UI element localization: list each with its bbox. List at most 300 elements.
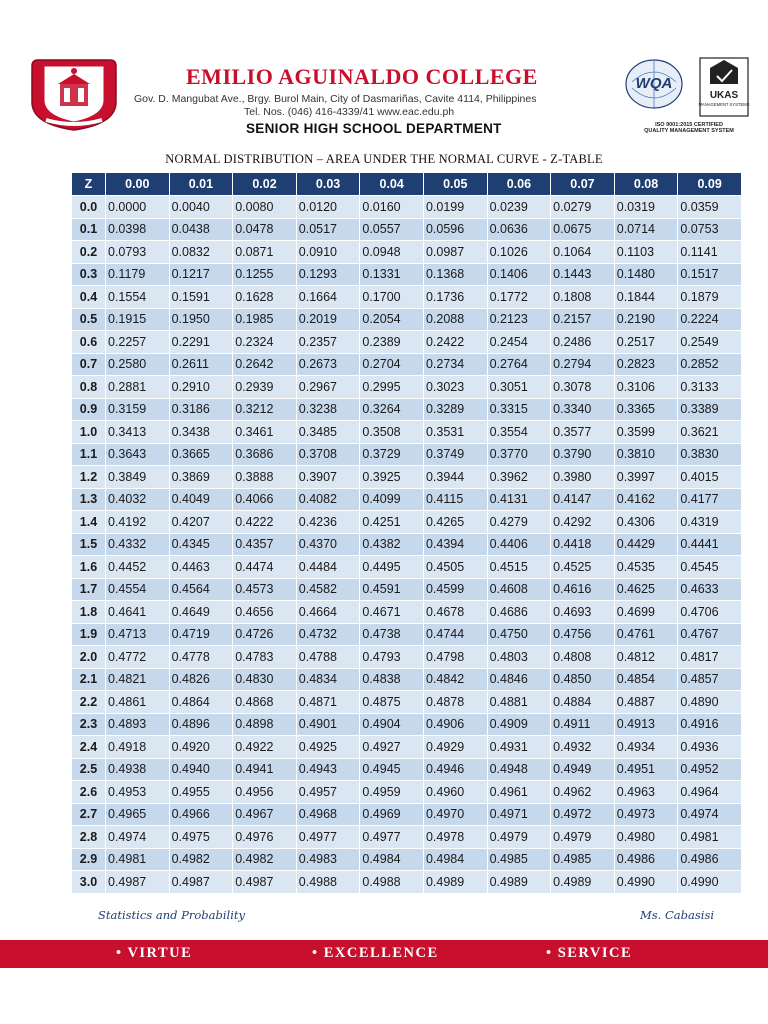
area-value-cell: 0.1443 xyxy=(551,263,615,286)
area-value-cell: 0.4599 xyxy=(423,578,487,601)
area-value-cell: 0.2291 xyxy=(169,331,233,354)
area-value-cell: 0.2704 xyxy=(360,353,424,376)
area-value-cell: 0.4945 xyxy=(360,758,424,781)
area-value-cell: 0.2967 xyxy=(296,376,360,399)
area-value-cell: 0.4990 xyxy=(614,871,678,894)
area-value-cell: 0.4686 xyxy=(487,601,551,624)
area-value-cell: 0.0910 xyxy=(296,241,360,264)
area-value-cell: 0.0557 xyxy=(360,218,424,241)
area-value-cell: 0.4906 xyxy=(423,713,487,736)
ukas-badge-text: UKAS xyxy=(709,90,739,101)
area-value-cell: 0.4821 xyxy=(106,668,170,691)
area-value-cell: 0.3686 xyxy=(233,443,297,466)
z-value-cell: 0.9 xyxy=(72,398,106,421)
area-value-cell: 0.4968 xyxy=(296,803,360,826)
z-decimal-column-header: 0.02 xyxy=(233,173,297,196)
area-value-cell: 0.1368 xyxy=(423,263,487,286)
area-value-cell: 0.4909 xyxy=(487,713,551,736)
area-value-cell: 0.2852 xyxy=(678,353,742,376)
area-value-cell: 0.4985 xyxy=(551,848,615,871)
z-decimal-column-header: 0.07 xyxy=(551,173,615,196)
ukas-badge-subtext: MANAGEMENT SYSTEMS xyxy=(698,102,750,107)
area-value-cell: 0.4738 xyxy=(360,623,424,646)
area-value-cell: 0.3554 xyxy=(487,421,551,444)
area-value-cell: 0.4732 xyxy=(296,623,360,646)
area-value-cell: 0.2019 xyxy=(296,308,360,331)
area-value-cell: 0.4974 xyxy=(106,826,170,849)
table-row xyxy=(72,218,742,241)
area-value-cell: 0.4826 xyxy=(169,668,233,691)
area-value-cell: 0.3770 xyxy=(487,443,551,466)
area-value-cell: 0.4616 xyxy=(551,578,615,601)
area-value-cell: 0.3340 xyxy=(551,398,615,421)
area-value-cell: 0.4976 xyxy=(233,826,297,849)
area-value-cell: 0.2054 xyxy=(360,308,424,331)
area-value-cell: 0.3749 xyxy=(423,443,487,466)
area-value-cell: 0.4812 xyxy=(614,646,678,669)
area-value-cell: 0.4032 xyxy=(106,488,170,511)
z-value-cell: 2.9 xyxy=(72,848,106,871)
area-value-cell: 0.4251 xyxy=(360,511,424,534)
area-value-cell: 0.4979 xyxy=(551,826,615,849)
wqa-badge-text: WQA xyxy=(635,75,673,92)
area-value-cell: 0.4952 xyxy=(678,758,742,781)
table-row xyxy=(72,511,742,534)
area-value-cell: 0.2673 xyxy=(296,353,360,376)
motto-excellence: • EXCELLENCE xyxy=(312,945,439,961)
area-value-cell: 0.4966 xyxy=(169,803,233,826)
area-value-cell: 0.3830 xyxy=(678,443,742,466)
table-row xyxy=(72,736,742,759)
area-value-cell: 0.4989 xyxy=(487,871,551,894)
area-value-cell: 0.3078 xyxy=(551,376,615,399)
area-value-cell: 0.2580 xyxy=(106,353,170,376)
department-title: SENIOR HIGH SCHOOL DEPARTMENT xyxy=(246,121,502,136)
area-value-cell: 0.4931 xyxy=(487,736,551,759)
area-value-cell: 0.0636 xyxy=(487,218,551,241)
z-column-header: Z xyxy=(72,173,106,196)
area-value-cell: 0.1915 xyxy=(106,308,170,331)
area-value-cell: 0.4987 xyxy=(169,871,233,894)
area-value-cell: 0.2422 xyxy=(423,331,487,354)
area-value-cell: 0.4495 xyxy=(360,556,424,579)
area-value-cell: 0.3962 xyxy=(487,466,551,489)
area-value-cell: 0.1103 xyxy=(614,241,678,264)
z-decimal-column-header: 0.00 xyxy=(106,173,170,196)
area-value-cell: 0.1844 xyxy=(614,286,678,309)
area-value-cell: 0.4962 xyxy=(551,781,615,804)
table-row xyxy=(72,466,742,489)
table-row xyxy=(72,668,742,691)
z-value-cell: 3.0 xyxy=(72,871,106,894)
area-value-cell: 0.2357 xyxy=(296,331,360,354)
area-value-cell: 0.4625 xyxy=(614,578,678,601)
area-value-cell: 0.4049 xyxy=(169,488,233,511)
area-value-cell: 0.3133 xyxy=(678,376,742,399)
area-value-cell: 0.4977 xyxy=(296,826,360,849)
area-value-cell: 0.2823 xyxy=(614,353,678,376)
area-value-cell: 0.1879 xyxy=(678,286,742,309)
area-value-cell: 0.4932 xyxy=(551,736,615,759)
area-value-cell: 0.4525 xyxy=(551,556,615,579)
table-row xyxy=(72,826,742,849)
area-value-cell: 0.4345 xyxy=(169,533,233,556)
z-value-cell: 2.7 xyxy=(72,803,106,826)
area-value-cell: 0.4279 xyxy=(487,511,551,534)
area-value-cell: 0.4306 xyxy=(614,511,678,534)
area-value-cell: 0.4756 xyxy=(551,623,615,646)
area-value-cell: 0.3186 xyxy=(169,398,233,421)
area-value-cell: 0.4834 xyxy=(296,668,360,691)
college-address: Gov. D. Mangubat Ave., Brgy. Burol Main, City of Dasmariñas, Cavite 4114, Philippines xyxy=(134,93,537,105)
area-value-cell: 0.3665 xyxy=(169,443,233,466)
table-row xyxy=(72,601,742,624)
area-value-cell: 0.4236 xyxy=(296,511,360,534)
area-value-cell: 0.4970 xyxy=(423,803,487,826)
area-value-cell: 0.4222 xyxy=(233,511,297,534)
area-value-cell: 0.1736 xyxy=(423,286,487,309)
table-row xyxy=(72,646,742,669)
area-value-cell: 0.4990 xyxy=(678,871,742,894)
area-value-cell: 0.4959 xyxy=(360,781,424,804)
area-value-cell: 0.2642 xyxy=(233,353,297,376)
area-value-cell: 0.2088 xyxy=(423,308,487,331)
table-row xyxy=(72,443,742,466)
area-value-cell: 0.1808 xyxy=(551,286,615,309)
area-value-cell: 0.4946 xyxy=(423,758,487,781)
area-value-cell: 0.1026 xyxy=(487,241,551,264)
table-row xyxy=(72,196,742,219)
area-value-cell: 0.4985 xyxy=(487,848,551,871)
area-value-cell: 0.3888 xyxy=(233,466,297,489)
area-value-cell: 0.3531 xyxy=(423,421,487,444)
table-row xyxy=(72,758,742,781)
area-value-cell: 0.4147 xyxy=(551,488,615,511)
area-value-cell: 0.4927 xyxy=(360,736,424,759)
area-value-cell: 0.4887 xyxy=(614,691,678,714)
area-value-cell: 0.3708 xyxy=(296,443,360,466)
table-row xyxy=(72,263,742,286)
area-value-cell: 0.4918 xyxy=(106,736,170,759)
z-decimal-column-header: 0.03 xyxy=(296,173,360,196)
area-value-cell: 0.3980 xyxy=(551,466,615,489)
area-value-cell: 0.2881 xyxy=(106,376,170,399)
area-value-cell: 0.0160 xyxy=(360,196,424,219)
area-value-cell: 0.4981 xyxy=(678,826,742,849)
area-value-cell: 0.4916 xyxy=(678,713,742,736)
area-value-cell: 0.2224 xyxy=(678,308,742,331)
area-value-cell: 0.2549 xyxy=(678,331,742,354)
area-value-cell: 0.1554 xyxy=(106,286,170,309)
area-value-cell: 0.4838 xyxy=(360,668,424,691)
table-row xyxy=(72,331,742,354)
area-value-cell: 0.4177 xyxy=(678,488,742,511)
area-value-cell: 0.4957 xyxy=(296,781,360,804)
area-value-cell: 0.4941 xyxy=(233,758,297,781)
area-value-cell: 0.4474 xyxy=(233,556,297,579)
z-value-cell: 2.6 xyxy=(72,781,106,804)
area-value-cell: 0.3621 xyxy=(678,421,742,444)
area-value-cell: 0.4982 xyxy=(233,848,297,871)
area-value-cell: 0.4868 xyxy=(233,691,297,714)
area-value-cell: 0.4699 xyxy=(614,601,678,624)
area-value-cell: 0.3389 xyxy=(678,398,742,421)
area-value-cell: 0.4726 xyxy=(233,623,297,646)
area-value-cell: 0.2734 xyxy=(423,353,487,376)
z-value-cell: 1.4 xyxy=(72,511,106,534)
area-value-cell: 0.4591 xyxy=(360,578,424,601)
area-value-cell: 0.4292 xyxy=(551,511,615,534)
area-value-cell: 0.3413 xyxy=(106,421,170,444)
area-value-cell: 0.4878 xyxy=(423,691,487,714)
area-value-cell: 0.2910 xyxy=(169,376,233,399)
area-value-cell: 0.4545 xyxy=(678,556,742,579)
area-value-cell: 0.4015 xyxy=(678,466,742,489)
area-value-cell: 0.3159 xyxy=(106,398,170,421)
area-value-cell: 0.4706 xyxy=(678,601,742,624)
area-value-cell: 0.4986 xyxy=(678,848,742,871)
z-decimal-column-header: 0.01 xyxy=(169,173,233,196)
area-value-cell: 0.3438 xyxy=(169,421,233,444)
area-value-cell: 0.4893 xyxy=(106,713,170,736)
area-value-cell: 0.4678 xyxy=(423,601,487,624)
area-value-cell: 0.3508 xyxy=(360,421,424,444)
area-value-cell: 0.4911 xyxy=(551,713,615,736)
area-value-cell: 0.4850 xyxy=(551,668,615,691)
area-value-cell: 0.2157 xyxy=(551,308,615,331)
area-value-cell: 0.4656 xyxy=(233,601,297,624)
table-row xyxy=(72,308,742,331)
area-value-cell: 0.0714 xyxy=(614,218,678,241)
area-value-cell: 0.4115 xyxy=(423,488,487,511)
area-value-cell: 0.0793 xyxy=(106,241,170,264)
area-value-cell: 0.0517 xyxy=(296,218,360,241)
area-value-cell: 0.4608 xyxy=(487,578,551,601)
area-value-cell: 0.0753 xyxy=(678,218,742,241)
area-value-cell: 0.4857 xyxy=(678,668,742,691)
area-value-cell: 0.4452 xyxy=(106,556,170,579)
area-value-cell: 0.4989 xyxy=(423,871,487,894)
area-value-cell: 0.4671 xyxy=(360,601,424,624)
table-row xyxy=(72,623,742,646)
area-value-cell: 0.1772 xyxy=(487,286,551,309)
area-value-cell: 0.3907 xyxy=(296,466,360,489)
area-value-cell: 0.3023 xyxy=(423,376,487,399)
area-value-cell: 0.4429 xyxy=(614,533,678,556)
area-value-cell: 0.1331 xyxy=(360,263,424,286)
area-value-cell: 0.4441 xyxy=(678,533,742,556)
table-row xyxy=(72,691,742,714)
area-value-cell: 0.4066 xyxy=(233,488,297,511)
area-value-cell: 0.4783 xyxy=(233,646,297,669)
subject-label: Statistics and Probability xyxy=(98,908,246,922)
z-value-cell: 0.7 xyxy=(72,353,106,376)
z-value-cell: 1.3 xyxy=(72,488,106,511)
area-value-cell: 0.4973 xyxy=(614,803,678,826)
area-value-cell: 0.1628 xyxy=(233,286,297,309)
area-value-cell: 0.4582 xyxy=(296,578,360,601)
area-value-cell: 0.3869 xyxy=(169,466,233,489)
area-value-cell: 0.4961 xyxy=(487,781,551,804)
z-value-cell: 1.7 xyxy=(72,578,106,601)
z-value-cell: 0.4 xyxy=(72,286,106,309)
z-decimal-column-header: 0.09 xyxy=(678,173,742,196)
area-value-cell: 0.4817 xyxy=(678,646,742,669)
area-value-cell: 0.0438 xyxy=(169,218,233,241)
area-value-cell: 0.4890 xyxy=(678,691,742,714)
area-value-cell: 0.3461 xyxy=(233,421,297,444)
area-value-cell: 0.4842 xyxy=(423,668,487,691)
area-value-cell: 0.0080 xyxy=(233,196,297,219)
area-value-cell: 0.4896 xyxy=(169,713,233,736)
area-value-cell: 0.1141 xyxy=(678,241,742,264)
area-value-cell: 0.4861 xyxy=(106,691,170,714)
area-value-cell: 0.4904 xyxy=(360,713,424,736)
area-value-cell: 0.4744 xyxy=(423,623,487,646)
area-value-cell: 0.4989 xyxy=(551,871,615,894)
area-value-cell: 0.4761 xyxy=(614,623,678,646)
area-value-cell: 0.2389 xyxy=(360,331,424,354)
z-value-cell: 0.6 xyxy=(72,331,106,354)
college-seal-logo xyxy=(24,54,124,132)
area-value-cell: 0.2257 xyxy=(106,331,170,354)
area-value-cell: 0.3264 xyxy=(360,398,424,421)
area-value-cell: 0.4988 xyxy=(360,871,424,894)
z-value-cell: 2.8 xyxy=(72,826,106,849)
area-value-cell: 0.4936 xyxy=(678,736,742,759)
table-row xyxy=(72,353,742,376)
area-value-cell: 0.4463 xyxy=(169,556,233,579)
area-value-cell: 0.4846 xyxy=(487,668,551,691)
area-value-cell: 0.4803 xyxy=(487,646,551,669)
area-value-cell: 0.2190 xyxy=(614,308,678,331)
area-value-cell: 0.1293 xyxy=(296,263,360,286)
motto-service: • SERVICE xyxy=(546,945,633,961)
area-value-cell: 0.0120 xyxy=(296,196,360,219)
area-value-cell: 0.0832 xyxy=(169,241,233,264)
area-value-cell: 0.3051 xyxy=(487,376,551,399)
area-value-cell: 0.4913 xyxy=(614,713,678,736)
z-value-cell: 0.8 xyxy=(72,376,106,399)
area-value-cell: 0.4963 xyxy=(614,781,678,804)
z-value-cell: 2.0 xyxy=(72,646,106,669)
area-value-cell: 0.3810 xyxy=(614,443,678,466)
area-value-cell: 0.3238 xyxy=(296,398,360,421)
area-value-cell: 0.4949 xyxy=(551,758,615,781)
area-value-cell: 0.0000 xyxy=(106,196,170,219)
iso-cert-line-2: QUALITY MANAGEMENT SYSTEM xyxy=(644,128,734,134)
area-value-cell: 0.4875 xyxy=(360,691,424,714)
table-row xyxy=(72,803,742,826)
area-value-cell: 0.4830 xyxy=(233,668,297,691)
area-value-cell: 0.3289 xyxy=(423,398,487,421)
table-row xyxy=(72,488,742,511)
area-value-cell: 0.4948 xyxy=(487,758,551,781)
area-value-cell: 0.3729 xyxy=(360,443,424,466)
z-table xyxy=(71,172,742,894)
area-value-cell: 0.4975 xyxy=(169,826,233,849)
area-value-cell: 0.4951 xyxy=(614,758,678,781)
area-value-cell: 0.4956 xyxy=(233,781,297,804)
table-row xyxy=(72,533,742,556)
area-value-cell: 0.4767 xyxy=(678,623,742,646)
area-value-cell: 0.2454 xyxy=(487,331,551,354)
area-value-cell: 0.4131 xyxy=(487,488,551,511)
area-value-cell: 0.3106 xyxy=(614,376,678,399)
z-value-cell: 2.3 xyxy=(72,713,106,736)
table-row xyxy=(72,871,742,894)
z-value-cell: 1.8 xyxy=(72,601,106,624)
motto-bar xyxy=(0,940,768,968)
area-value-cell: 0.4854 xyxy=(614,668,678,691)
z-value-cell: 0.5 xyxy=(72,308,106,331)
area-value-cell: 0.0319 xyxy=(614,196,678,219)
college-name: EMILIO AGUINALDO COLLEGE xyxy=(186,64,538,89)
area-value-cell: 0.4971 xyxy=(487,803,551,826)
area-value-cell: 0.4987 xyxy=(106,871,170,894)
area-value-cell: 0.1406 xyxy=(487,263,551,286)
iso-certification-caption xyxy=(626,122,752,134)
area-value-cell: 0.1950 xyxy=(169,308,233,331)
area-value-cell: 0.4978 xyxy=(423,826,487,849)
z-table-header-row xyxy=(72,173,742,196)
area-value-cell: 0.0478 xyxy=(233,218,297,241)
area-value-cell: 0.4884 xyxy=(551,691,615,714)
area-value-cell: 0.2939 xyxy=(233,376,297,399)
area-value-cell: 0.4898 xyxy=(233,713,297,736)
area-value-cell: 0.4881 xyxy=(487,691,551,714)
area-value-cell: 0.4082 xyxy=(296,488,360,511)
area-value-cell: 0.4967 xyxy=(233,803,297,826)
area-value-cell: 0.1700 xyxy=(360,286,424,309)
area-value-cell: 0.4793 xyxy=(360,646,424,669)
area-value-cell: 0.4929 xyxy=(423,736,487,759)
area-value-cell: 0.3212 xyxy=(233,398,297,421)
area-value-cell: 0.0040 xyxy=(169,196,233,219)
area-value-cell: 0.3599 xyxy=(614,421,678,444)
area-value-cell: 0.4693 xyxy=(551,601,615,624)
area-value-cell: 0.3849 xyxy=(106,466,170,489)
area-value-cell: 0.2611 xyxy=(169,353,233,376)
area-value-cell: 0.4798 xyxy=(423,646,487,669)
area-value-cell: 0.4370 xyxy=(296,533,360,556)
area-value-cell: 0.4713 xyxy=(106,623,170,646)
area-value-cell: 0.4969 xyxy=(360,803,424,826)
table-row xyxy=(72,241,742,264)
area-value-cell: 0.0199 xyxy=(423,196,487,219)
area-value-cell: 0.4864 xyxy=(169,691,233,714)
area-value-cell: 0.1179 xyxy=(106,263,170,286)
area-value-cell: 0.4099 xyxy=(360,488,424,511)
area-value-cell: 0.2486 xyxy=(551,331,615,354)
area-value-cell: 0.4943 xyxy=(296,758,360,781)
area-value-cell: 0.3485 xyxy=(296,421,360,444)
area-value-cell: 0.4207 xyxy=(169,511,233,534)
z-decimal-column-header: 0.05 xyxy=(423,173,487,196)
z-value-cell: 1.9 xyxy=(72,623,106,646)
area-value-cell: 0.4987 xyxy=(233,871,297,894)
area-value-cell: 0.4505 xyxy=(423,556,487,579)
area-value-cell: 0.4564 xyxy=(169,578,233,601)
teacher-label: Ms. Cabasisi xyxy=(640,908,715,922)
area-value-cell: 0.0239 xyxy=(487,196,551,219)
area-value-cell: 0.4984 xyxy=(360,848,424,871)
area-value-cell: 0.3365 xyxy=(614,398,678,421)
table-row xyxy=(72,556,742,579)
area-value-cell: 0.2517 xyxy=(614,331,678,354)
area-value-cell: 0.4972 xyxy=(551,803,615,826)
area-value-cell: 0.4192 xyxy=(106,511,170,534)
